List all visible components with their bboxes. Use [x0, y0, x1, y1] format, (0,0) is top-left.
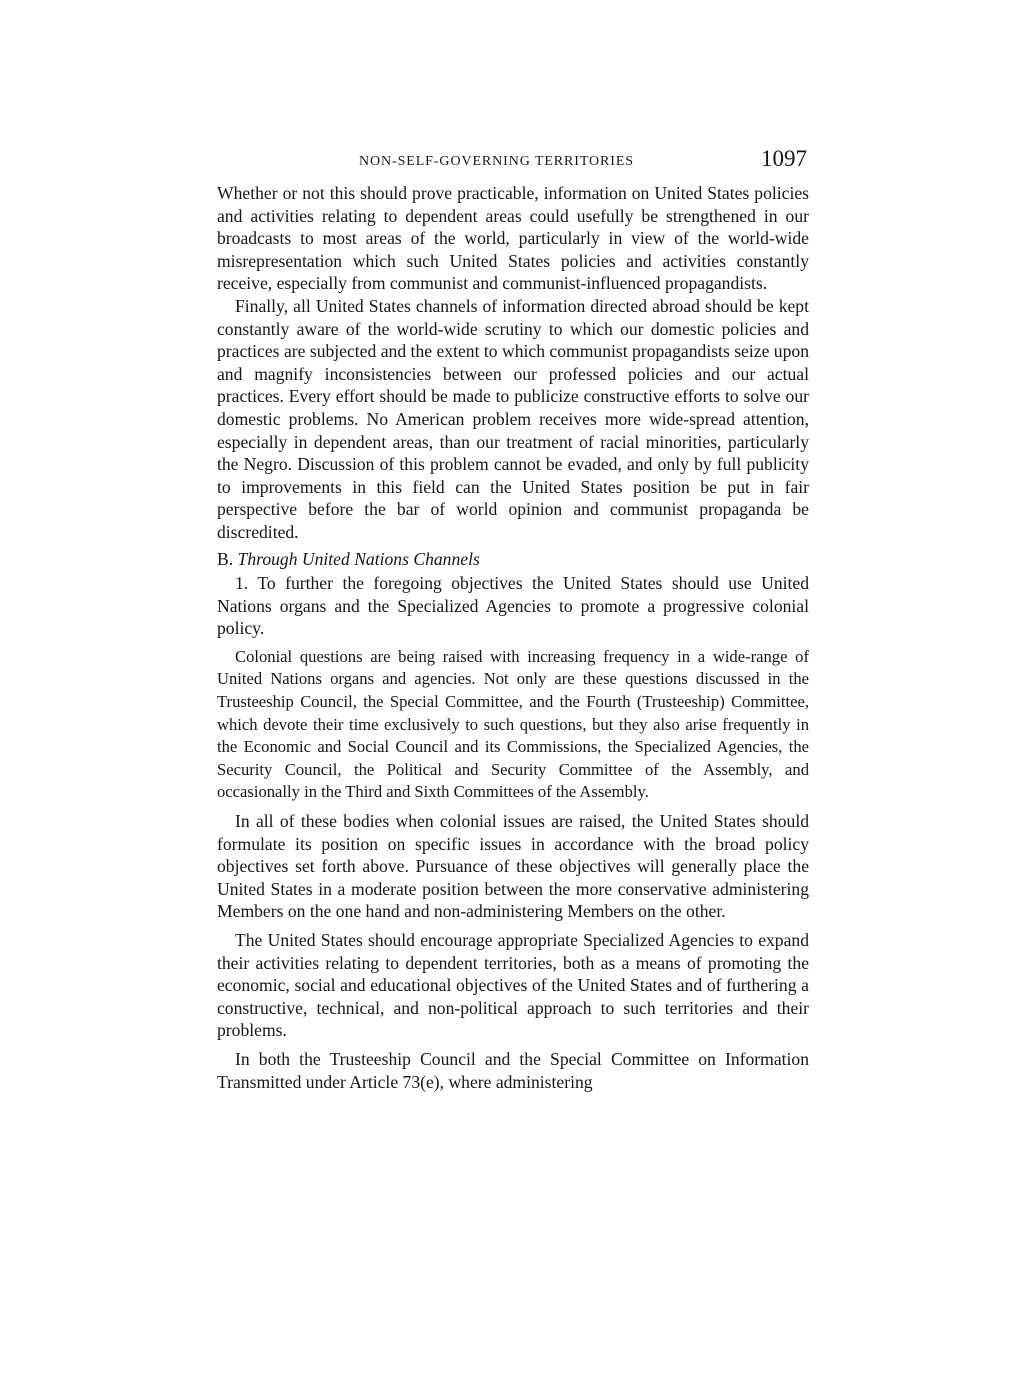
- section-heading: [217, 548, 809, 571]
- paragraph-information-channels: Finally, all United States channels of information directed abroad should be kept constantly aware of the world-wide scrutiny to which our domestic policies and practices are subjected and the extent to which communist propagandists seize upon and magnify inconsistencies between our professed policies and our actual practices. Every effort should be made to publicize constructive efforts to solve our domestic problems. No American problem receives more wide-spread attention, especially in dependent areas, than our treatment of racial minorities, particularly the Negro. Discussion of this problem cannot be evaded, and only by full publicity to improvements in this field can the United States position be put in fair perspective before the bar of world opinion and communist propaganda be discredited.: [217, 295, 809, 542]
- paragraph-broadcasts: Whether or not this should prove practicable, information on United States policies and activities relating to dependent areas could usefully be strengthened in our broadcasts to most areas of the world, particularly in view of the world-wide misrepresentation which such United States policies and activities constantly receive, especially from communist and communist-influenced propagandists.: [217, 183, 809, 294]
- paragraph-policy-position: In all of these bodies when colonial issues are raised, the United States should formulate its position on specific issues in accordance with the broad policy objectives set forth above. Pursuance of these objectives will generally place the United States in a moderate position between the more conservative administering Members on the one hand and non-administering Members on the other.: [217, 811, 809, 922]
- paragraph-specialized-agencies: The United States should encourage appropriate Specialized Agencies to expand their activities relating to dependent territories, both as a means of promoting the economic, social and educational objectives of the United States and of furthering a constructive, technical, and non-political approach to such territories and their problems.: [217, 930, 809, 1041]
- paragraph-trusteeship-council: In both the Trusteeship Council and the Special Committee on Information Transmitted under Article 73(e), where administering: [217, 1048, 809, 1092]
- paragraph-objective-1: 1. To further the foregoing objectives the United States should use United Nations organs and the Specialized Agencies to promote a progressive colonial policy.: [217, 573, 809, 639]
- section-label: B.: [217, 548, 234, 569]
- page-number: 1097: [761, 146, 807, 171]
- running-head: [217, 146, 809, 182]
- paragraph-colonial-questions: Colonial questions are being raised with increasing frequency in a wide-range of United Nations organs and agencies. Not only are these questions discussed in the Trusteeship Council, the Special Committee, and the Fourth (Trusteeship) Committee, which devote their time exclusively to such questions, but they also arise frequently in the Economic and Social Council and its Commissions, the Specialized Agencies, the Security Council, the Political and Security Committee of the Assembly, and occasionally in the Third and Sixth Committees of the Assembly.: [217, 646, 809, 802]
- section-title: Through United Nations Channels: [237, 548, 480, 569]
- running-title: NON-SELF-GOVERNING TERRITORIES: [359, 154, 634, 169]
- document-page: [217, 146, 809, 1093]
- body-text: [217, 182, 809, 1093]
